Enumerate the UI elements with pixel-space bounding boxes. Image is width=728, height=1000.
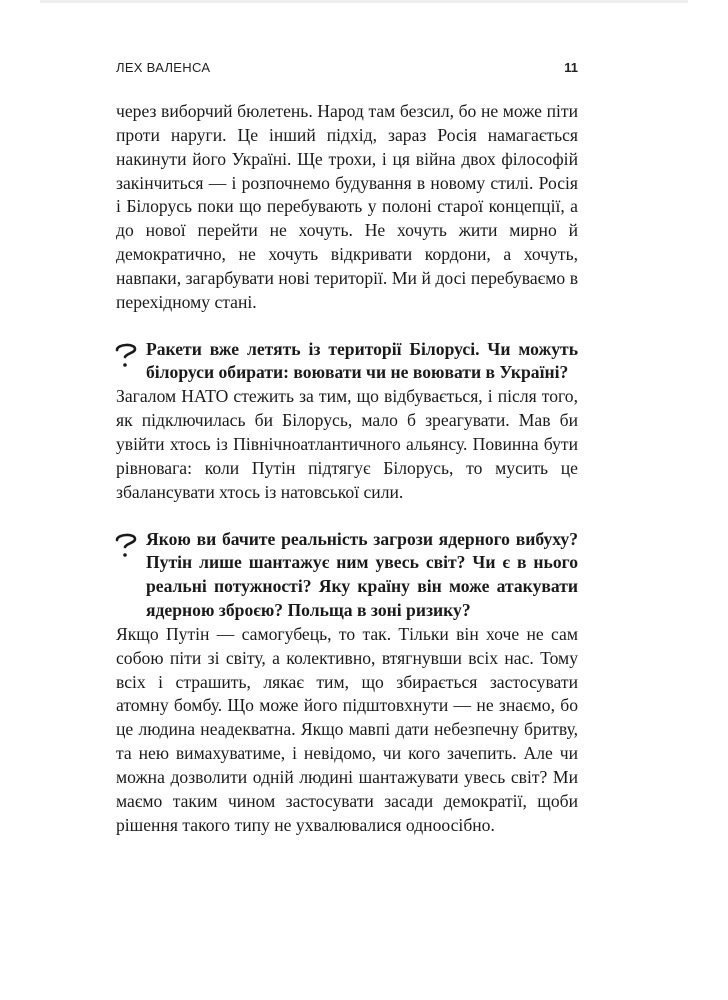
page-header <box>116 60 578 75</box>
page-body <box>116 100 578 837</box>
top-edge-rule <box>40 0 688 3</box>
page-number: 11 <box>564 60 578 75</box>
intro-paragraph: через виборчий бюлетень. Народ там безсил, бо не може піти проти наруги. Це інший підхід, зараз Росія намагається накинути його Україні. Ще трохи, і ця війна двох філософій закінчиться — і розпочнемо будування в новому стилі. Росія і Білорусь поки що перебувають у полоні старої концепції, а до нової перейти не хочуть. Не хочуть жити мирно й демократично, не хочуть відкривати кордони, а хочуть, навпаки, загарбувати нові території. Ми й досі перебуваємо в перехідному стані. <box>116 101 578 312</box>
running-head: ЛЕХ ВАЛЕНСА <box>116 60 211 75</box>
question-2-text: Якою ви бачите реальність загрози ядерного вибуху? Путін лише шантажує ним увесь світ? Чи є в нього реальні потужності? Яку країну він може атакувати ядерною зброєю? Польща в зоні ризику? <box>146 528 578 621</box>
answer-1: Загалом НАТО стежить за тим, що відбувається, і після того, як підключилась би Білорусь, мало б зреагувати. Мав би увійти хтось із Північноатлантичного альянсу. Повинна бути рівновага: коли Путін підтягує Білорусь, то мусить це збалансувати хтось із натовської сили. <box>116 386 578 502</box>
question-2 <box>116 528 578 623</box>
question-mark-icon <box>114 341 138 369</box>
question-1 <box>116 338 578 386</box>
question-mark-icon <box>114 531 138 559</box>
answer-2: Якщо Путін — самогубець, то так. Тільки він хоче не сам собою піти зі світу, а колективно, втягнувши всіх нас. Тому всіх і страшить, лякає тим, що збирається застосувати атомну бомбу. Що може його підштовхнути — не знаємо, бо це людина неадекватна. Якщо мавпі дати небезпечну бритву, та нею вимахуватиме, і невідомо, чи кого зачепить. Але чи можна дозволити одній людині шантажувати увесь світ? Ми маємо таким чином застосувати засади демократії, щоби рішення такого типу не ухвалювалися одноосібно. <box>116 623 578 835</box>
question-1-text: Ракети вже летять із території Білорусі. Чи можуть білоруси обирати: воювати чи не воювати в Україні? <box>146 338 578 383</box>
